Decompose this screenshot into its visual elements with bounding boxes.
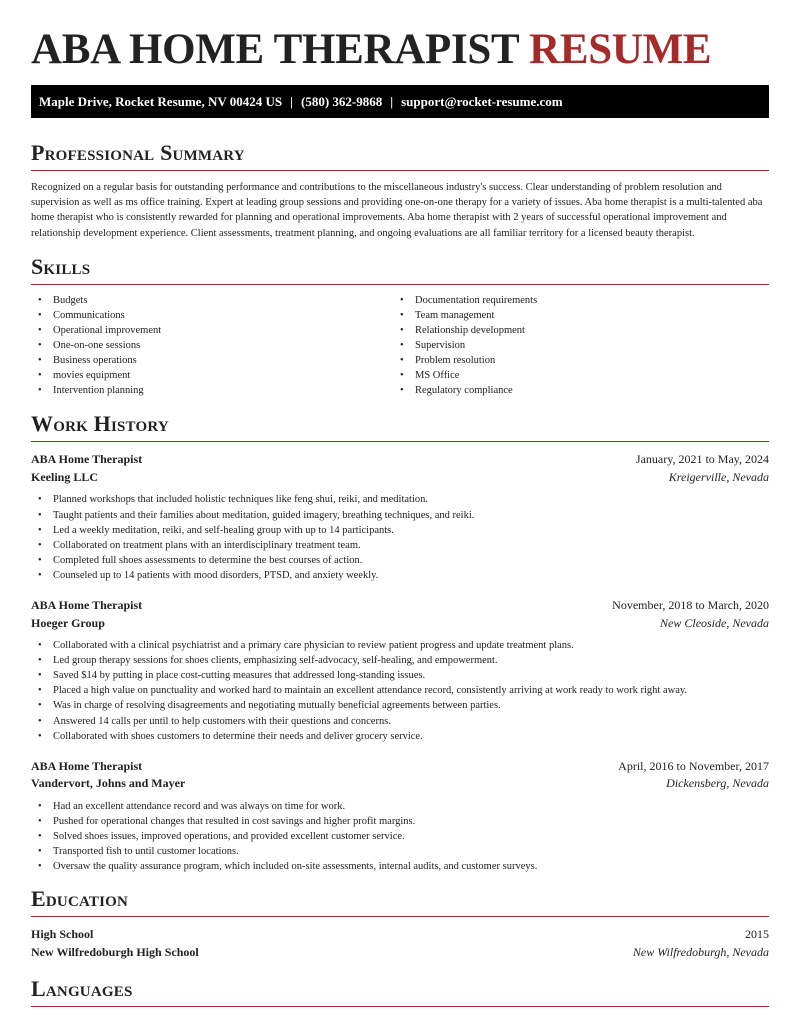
job-bullets [31,638,769,744]
skills-list-left [31,293,393,399]
education-school-row [31,944,769,962]
job-company: Hoeger Group [31,615,105,630]
summary-section [31,140,769,241]
skill-item: • Operational improvement [31,323,393,338]
job-dates: November, 2018 to March, 2020 [612,598,769,613]
job-company: Keeling LLC [31,469,99,484]
job-company-row [31,469,769,487]
contact-bar [31,85,769,118]
job-company-row [31,615,769,633]
education-location: New Wilfredoburgh, Nevada [632,944,769,959]
job-location: New Cleoside, Nevada [660,615,769,630]
skill-item: • Relationship development [393,323,755,338]
skill-item: • MS Office [393,368,755,383]
job-location: Dickensberg, Nevada [666,776,769,791]
skill-item: • One-on-one sessions [31,338,393,353]
skill-item: • Problem resolution [393,353,755,368]
section-divider [31,441,769,442]
job-location: Kreigerville, Nevada [668,469,769,484]
job-bullet: • Saved $14 by putting in place cost-cutting measures that addressed long-standing issues. [31,668,769,683]
skill-item: • Regulatory compliance [393,383,755,398]
job-bullet: • Placed a high value on punctuality and worked hard to maintain an excellent attendance record, consistently arriving at work ready to work right away. [31,683,769,698]
education-heading: Education [31,886,129,912]
job-bullet: • Collaborated with shoes customers to determine their needs and deliver grocery service. [31,729,769,744]
contact-address: Maple Drive, Rocket Resume, NV 00424 US [39,94,283,109]
job-bullet: • Completed full shoes assessments to determine the best courses of action. [31,553,769,568]
job-header-row [31,758,769,776]
work-history-heading: Work History [31,411,169,437]
job-entry [31,597,769,744]
skill-item: • movies equipment [31,368,393,383]
job-bullet: • Collaborated on treatment plans with an interdisciplinary treatment team. [31,538,769,553]
job-company-row [31,775,769,793]
resume-title [31,0,769,73]
job-bullet: • Answered 14 calls per until to help customers with their questions and concerns. [31,714,769,729]
skills-heading: Skills [31,253,91,279]
contact-phone[interactable]: (580) 362-9868 [301,94,383,109]
job-bullet: • Planned workshops that included holistic techniques like feng shui, reiki, and meditation. [31,492,769,507]
languages-section [31,976,769,1007]
skills-grid [31,293,769,399]
section-divider [31,916,769,917]
education-school: New Wilfredoburgh High School [31,944,199,959]
skill-item: • Communications [31,308,393,323]
job-bullet: • Counseled up to 14 patients with mood disorders, PTSD, and anxiety weekly. [31,568,769,583]
skill-item: • Intervention planning [31,383,393,398]
skills-list-right [393,293,755,399]
education-degree: High School [31,927,94,942]
section-divider [31,170,769,171]
job-bullet: • Solved shoes issues, improved operations, and provided excellent customer service. [31,829,769,844]
job-entry [31,451,769,583]
skill-item: • Budgets [31,293,393,308]
title-accent: RESUME [529,26,712,73]
skill-item: • Business operations [31,353,393,368]
section-divider [31,284,769,285]
title-main: ABA HOME THERAPIST [31,26,519,73]
job-bullet: • Was in charge of resolving disagreements and negotiating mutually beneficial agreements between parties. [31,698,769,713]
job-header-row [31,597,769,615]
skills-section [31,254,769,399]
job-dates: April, 2016 to November, 2017 [618,758,769,773]
job-bullet: • Had an excellent attendance record and was always on time for work. [31,799,769,814]
job-bullet: • Pushed for operational changes that resulted in cost savings and higher profit margins. [31,814,769,829]
skill-item: • Documentation requirements [393,293,755,308]
job-bullet: • Taught patients and their families about meditation, guided imagery, breathing techniques, and reiki. [31,508,769,523]
summary-heading: Professional Summary [31,140,245,165]
education-entry [31,926,769,961]
job-title: ABA Home Therapist [31,452,143,467]
contact-email[interactable]: support@rocket-resume.com [401,94,563,109]
job-bullet: • Transported fish to until customer locations. [31,844,769,859]
education-section [31,886,769,961]
languages-heading: Languages [31,976,133,1002]
skill-item: • Supervision [393,338,755,353]
contact-separator: | [390,94,394,109]
job-company: Vandervort, Johns and Mayer [31,776,186,791]
education-year: 2015 [745,927,769,942]
education-header-row [31,926,769,944]
job-title: ABA Home Therapist [31,598,143,613]
job-dates: January, 2021 to May, 2024 [635,452,769,467]
summary-text: Recognized on a regular basis for outstanding performance and contributions to the miscellaneous industry's success. Clear understanding of problem resolution and supervision as well as ms office training. Expert at leading group sessions and providing one-on-one therapy for a variety of issues. Aba home therapist is a multi-talented aba home therapist who is consistently rewarded for planning and operational improvements. Aba home therapist with 2 years of successful operational improvement and relationship development experience. Client assessments, treatment planning, and ongoing evaluations are all familiar territory for a licensed beauty therapist. [31,182,763,239]
skill-item: • Team management [393,308,755,323]
job-bullet: • Led group therapy sessions for shoes clients, emphasizing self-advocacy, self-healing, and empowerment. [31,653,769,668]
section-divider [31,1006,769,1007]
job-bullet: • Oversaw the quality assurance program, which included on-site assessments, internal audits, and customer surveys. [31,859,769,874]
job-entry [31,758,769,874]
job-bullet: • Collaborated with a clinical psychiatrist and a primary care physician to review patient progress and update treatment plans. [31,638,769,653]
job-bullets [31,799,769,874]
job-header-row [31,451,769,469]
contact-separator: | [290,94,293,109]
work-history-section [31,411,769,874]
job-title: ABA Home Therapist [31,758,143,773]
job-bullet: • Led a weekly meditation, reiki, and self-healing group with up to 14 participants. [31,523,769,538]
job-bullets [31,492,769,583]
